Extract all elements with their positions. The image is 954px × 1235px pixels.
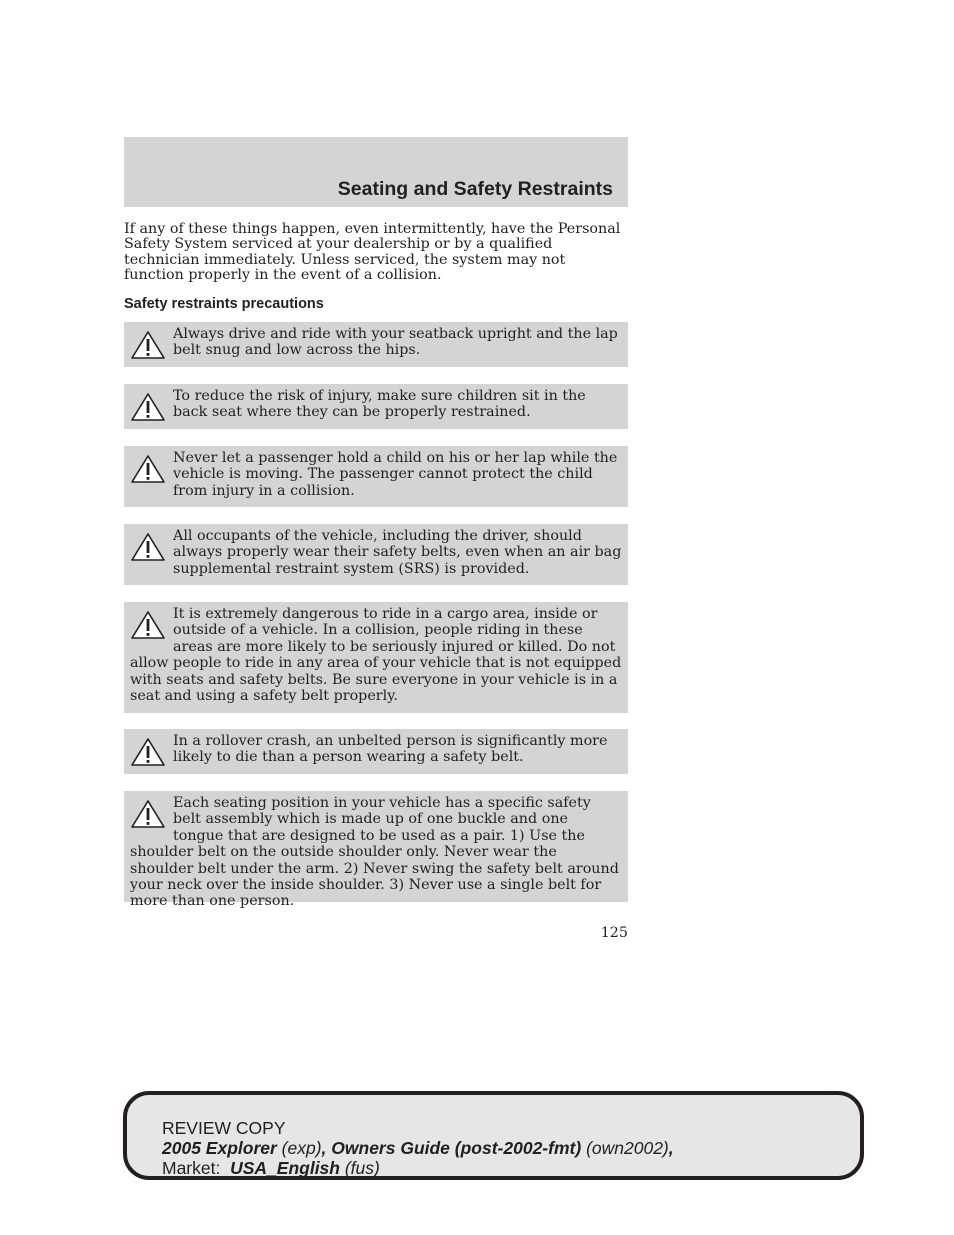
- footer-separator: ,: [321, 1138, 332, 1158]
- footer-guide-code: (own2002): [586, 1138, 669, 1158]
- warning-triangle-icon: [130, 737, 166, 767]
- warning-box: [124, 524, 628, 585]
- warning-text: Always drive and ride with your seatback upright and the lap belt snug and low across the hips.: [173, 326, 618, 359]
- warning-triangle-icon: [130, 610, 166, 640]
- warning-box: [124, 446, 628, 507]
- review-copy-label: REVIEW COPY: [162, 1118, 286, 1138]
- warning-triangle-icon: [130, 532, 166, 562]
- warning-triangle-icon: [130, 330, 166, 360]
- warning-text: Each seating position in your vehicle has a specific safety belt assembly which is made up of one buckle and one tongue that are designed to be used as a pair. 1) Use the shoulder belt on the outside shoulder only. Never wear the shoulder belt under the arm. 2) Never swing the safety belt around your neck over the inside shoulder. 3) Never use a single belt for more than one person.: [130, 795, 619, 910]
- warning-text: It is extremely dangerous to ride in a cargo area, inside or outside of a vehicle. In a collision, people riding in these areas are more likely to be seriously injured or killed. Do not allow people to ride in any area of your vehicle that is not equipped with seats and safety belts. Be sure everyone in your vehicle is in a seat and using a safety belt properly.: [130, 606, 622, 705]
- footer-separator: ,: [668, 1138, 674, 1158]
- intro-paragraph: If any of these things happen, even intermittently, have the Personal Safety System serviced at your dealership or by a qualified technician immediately. Unless serviced, the system may not function properly in the event of a collision.: [124, 221, 621, 284]
- footer-market-line: [162, 1158, 674, 1178]
- warning-box: [124, 602, 628, 713]
- warning-box: [124, 384, 628, 429]
- warning-triangle-icon: [130, 799, 166, 829]
- footer-guide-line: [162, 1138, 674, 1158]
- warning-text: Never let a passenger hold a child on his or her lap while the vehicle is moving. The passenger cannot protect the child from injury in a collision.: [173, 450, 618, 499]
- page-number: 125: [600, 925, 628, 941]
- section-header-band: [124, 137, 628, 207]
- warning-text: All occupants of the vehicle, including the driver, should always properly wear their safety belts, even when an air bag supplemental restraint system (SRS) is provided.: [173, 528, 622, 577]
- footer-model: 2005 Explorer: [162, 1138, 277, 1158]
- subheading: Safety restraints precautions: [124, 296, 324, 312]
- warning-box: [124, 322, 628, 367]
- footer-guide: Owners Guide (post-2002-fmt): [331, 1138, 582, 1158]
- footer-market: USA_English: [230, 1158, 340, 1178]
- section-title: Seating and Safety Restraints: [337, 178, 613, 200]
- warning-box: [124, 791, 628, 910]
- footer-market-label: Market:: [162, 1158, 221, 1178]
- footer-market-code: (fus): [344, 1158, 380, 1178]
- warning-text: To reduce the risk of injury, make sure children sit in the back seat where they can be properly restrained.: [173, 388, 586, 421]
- warning-box: [124, 729, 628, 774]
- warning-text: In a rollover crash, an unbelted person is significantly more likely to die than a person wearing a safety belt.: [173, 733, 608, 766]
- footer-model-code: (exp): [281, 1138, 322, 1158]
- review-copy-footer: [162, 1118, 674, 1178]
- warning-triangle-icon: [130, 454, 166, 484]
- warning-triangle-icon: [130, 392, 166, 422]
